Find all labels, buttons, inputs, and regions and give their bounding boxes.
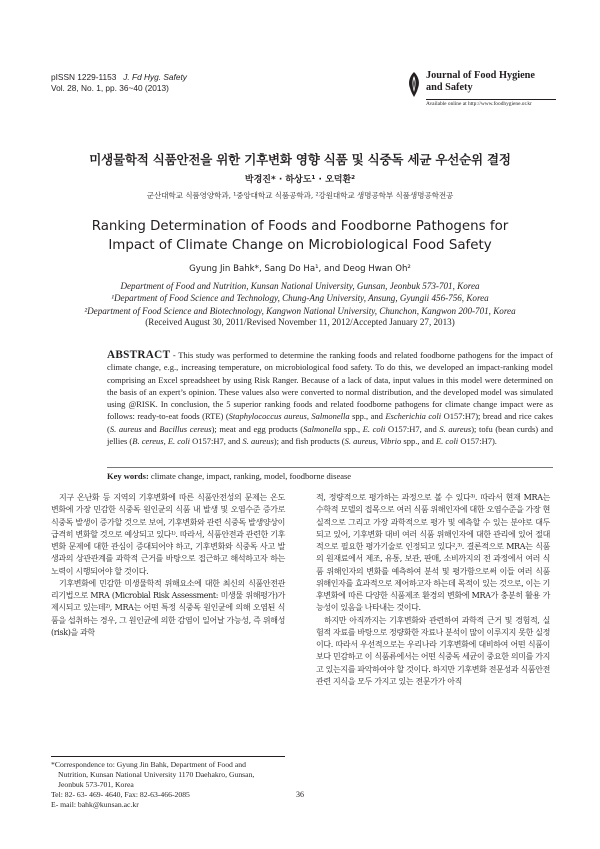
logo-title-line-1: Journal of Food Hygiene — [426, 70, 535, 81]
abstract-text: O157:H7, and — [190, 435, 243, 446]
footnote-line: Nutrition, Kunsan National University 1170 Daehakro, Gunsan, — [58, 770, 255, 780]
abstract-text: O157:H7). — [458, 435, 497, 446]
abstract-text: ); tofu (bean curds) and jellies ( — [107, 423, 553, 446]
footnote-line: Jeonbuk 573-701, Korea — [58, 780, 134, 790]
footnote-line: *Correspondence to: Gyung Jin Bahk, Department of Food and — [51, 760, 246, 769]
footnote-line: Tel: 82- 63- 469- 4640, Fax: 82-63-466-2085 — [51, 790, 190, 800]
abstract-species: E. coli — [435, 435, 459, 446]
korean-title: 미생물학적 식품안전을 위한 기후변화 영향 식품 및 식중독 세균 우선순위 결정 — [89, 152, 511, 167]
logo-url: Available online at http://www.foodhygiene.or.kr — [426, 100, 532, 107]
footnote-line: E- mail: bahk@kunsan.ac.kr — [51, 800, 139, 810]
english-authors: Gyung Jin Bahk*, Sang Do Ha¹, and Deog Hwan Oh² — [189, 264, 411, 274]
issn: pISSN 1229-1153 — [51, 72, 117, 82]
issn-line — [51, 72, 187, 83]
page-number: 36 — [296, 790, 304, 799]
abstract-species: E. coli — [362, 423, 386, 434]
abstract-species: S. aureus — [439, 423, 472, 434]
abstract — [107, 349, 553, 447]
volume-info: Vol. 28, No. 1, pp. 36~40 (2013) — [51, 82, 169, 93]
correspondence-footnote — [51, 760, 287, 810]
journal-emblem-icon — [406, 71, 422, 98]
journal-meta — [51, 72, 187, 93]
keywords — [107, 471, 553, 481]
english-title-line-1: Ranking Determination of Foods and Foodborne Pathogens for — [91, 219, 509, 234]
received-dates: (Received August 30, 2011/Revised November 11, 2012/Accepted January 27, 2013) — [145, 316, 455, 327]
affiliation-3: ²Department of Food Science and Biotechnology, Kangwon National University, Chunchon, Kangwon 200-701, Korea — [84, 305, 516, 316]
abstract-text: , — [306, 411, 312, 422]
abstract-text: O157:H7); bread and rice cakes ( — [107, 411, 553, 434]
english-title — [0, 217, 600, 255]
affiliation-2: ¹Department of Food Science and Technology, Chung-Ang University, Ansung, Gyungii 456-756, Korea — [111, 293, 489, 304]
affiliation-1: Department of Food and Nutrition, Kunsan National University, Gunsan, Jeonbuk 573-701, Korea — [120, 281, 480, 291]
abstract-species: B. cereus, E. coli — [132, 435, 191, 446]
abstract-text: spp., and — [401, 435, 436, 446]
abstract-species: S. aureus, Vibrio — [344, 435, 402, 446]
abstract-text: and — [141, 423, 160, 434]
abstract-text: ); meat and egg products ( — [211, 423, 304, 434]
logo-title — [426, 70, 535, 94]
abstract-text: - This study was performed to determine the ranking foods and related foodborne pathogens for the impact of climate change, e.g., increasing temperature, on microbiological food safety. To do this, we developed an impact-ranking model comprising an Excel spreadsheet by using Risk Ranger. Because of a lack of data, input values in this model were determined on the basis of an expert’s opinion. These values also were converted to normal distribution, and the developed model was simulated using @RISK. In conclusion, the 5 superior ranking foods and related foodborne pathogens for climate change impact were as follows: ready-to-eat foods (RTE) ( — [107, 350, 553, 422]
abstract-species: Bacillus cereus — [159, 423, 212, 434]
abstract-species: Staphylococcus aureus — [228, 411, 307, 422]
english-affiliations — [0, 280, 600, 317]
body-column-right — [316, 492, 550, 688]
keywords-text: climate change, impact, ranking, model, foodborne disease — [148, 471, 352, 481]
journal-logo — [406, 69, 556, 109]
abstract-species: Salmonella — [303, 423, 342, 434]
abstract-text: ); and fish products ( — [273, 435, 345, 446]
body-paragraph: 하지만 아직까지는 기후변화와 관련하여 과학적 근거 및 경험적, 실험적 자료를 바탕으로 정량화한 자료나 분석이 많이 이루지지 못한 실정이다. 따라서 우선적으로는 우리나라 기후변화에 대비하여 어떤 식품이 보다 민감하고 이 식품류에서는 어떤 식중독 세균이 중요한 의미를 가지고 있는지를 파악하여야 할 것이다. 하지만 기후변화 전문성과 식품안전관련 지식을 모두 가지고 있는 전문가가 아직 — [316, 615, 550, 686]
keywords-divider — [107, 467, 553, 468]
body-paragraph: 지구 온난화 등 지역의 기후변화에 따른 식품안전성의 문제는 온도 변화에 가장 민감한 식중독 원인균의 식품 내 발생 및 오염수준 증가로 식중독 발생이 증가할 것으로 보여, 기후변화와 관련 식중독 발생양상이 급격히 변화할 것으로 예상되고 있다¹⁾. 따라서, 식품안전과 관련한 기후변화 문제에 대한 관심이 증대되어야 하고, 기후변화와 식중독 사고 발생과의 상관관계를 과학적 근거를 바탕으로 접근하고 해석하고자 하는 노력이 시행되어야 할 것이다. — [51, 493, 285, 576]
korean-authors: 박경진* · 하상도¹ · 오덕환² — [244, 175, 356, 185]
abstract-text: spp., and — [349, 411, 386, 422]
body-column-left — [51, 492, 285, 639]
abstract-species: Salmonella — [311, 411, 350, 422]
abstract-species: Escherichia coli — [385, 411, 442, 422]
journal-abbrev: J. Fd Hyg. Safety — [123, 72, 187, 82]
abstract-heading: ABSTRACT — [107, 349, 171, 361]
abstract-species: S. aureus — [109, 423, 142, 434]
abstract-text: spp., — [341, 423, 363, 434]
body-paragraph: 적, 정량적으로 평가하는 과정으로 볼 수 있다³⁾. 따라서 현재 MRA는 수학적 모델의 접목으로 여러 식품 위해인자에 대한 오염수준을 가장 현실적으로 그리고 가장 과학적으로 평가 및 예측할 수 있는 분야로 대두되고 있어, 기후변화 대비 여러 식품 위해인자에 대한 관리에 있어 절대적으로 필요한 평가기술로 인정되고 있다²,³⁾. 결론적으로 MRA는 식품의 원재료에서 제조, 유통, 보관, 판매, 소비까지의 전 과정에서 여러 식품 위해인자의 변화를 예측하여 분석 및 평가함으로써 이들 여러 식품 위해인자를 효과적으로 제어하고자 하는데 목적이 있는 것으로, 이는 기후변화에 따른 다양한 식품제조 환경의 변화에 MRA가 충분히 활용 가능성이 있음을 나타내는 것이다. — [316, 493, 550, 613]
keywords-label: Key words: — [107, 471, 149, 481]
korean-affiliation: 군산대학교 식품영양학과, ¹중앙대학교 식품공학과, ²강원대학교 생명공학부 식품생명공학전공 — [146, 191, 454, 200]
english-title-line-2: Impact of Climate Change on Microbiological Food Safety — [108, 238, 492, 253]
body-paragraph: 기후변화에 민감한 미생물학적 위해요소에 대한 최신의 식품안전관리기법으로 MRA (Microbial Risk Assessment: 미생물 위해평가)가 제시되고 있는데²⁾, MRA는 어떤 특정 식중독 원인균에 의해 오염된 식품을 섭취하는 경우, 그 원인균에 의한 감염이 일어날 가능성, 즉 위해성(risk)을 과학 — [51, 578, 285, 637]
abstract-species: S. aureus — [242, 435, 274, 446]
footnote-divider — [51, 756, 285, 757]
logo-title-line-2: and Safety — [426, 82, 473, 93]
abstract-text: O157:H7, and — [385, 423, 440, 434]
